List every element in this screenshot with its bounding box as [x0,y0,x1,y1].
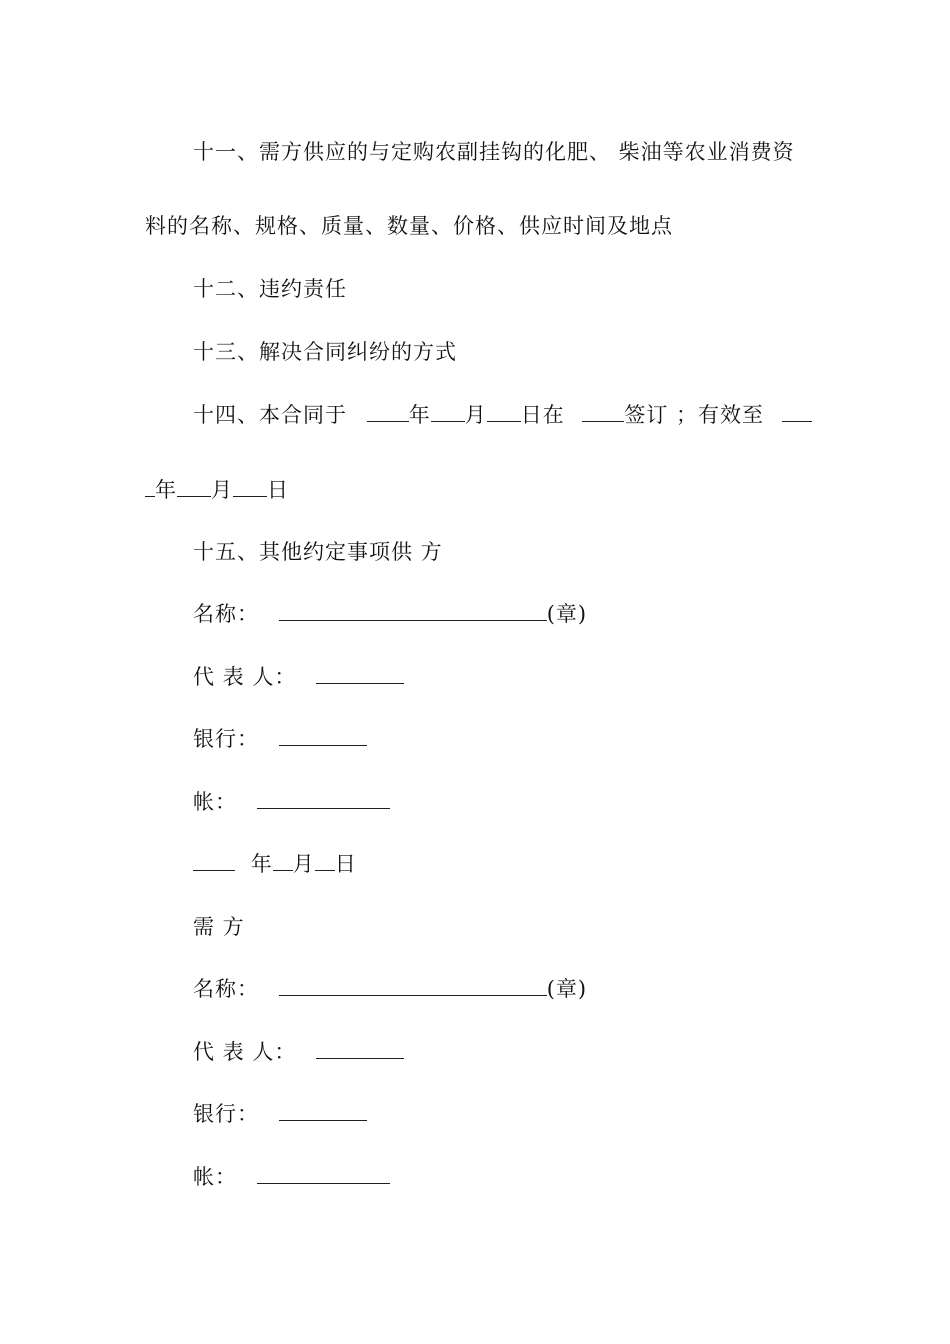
supplier-account-blank[interactable] [257,788,390,809]
supplier-month-blank[interactable] [273,850,293,871]
supplier-rep-blank[interactable] [316,663,404,684]
supplier-day-label: 日 [334,852,357,876]
signed-label: 签订 ；有效至 [624,403,765,427]
buyer-seal: (章) [546,977,588,1001]
supplier-name-blank[interactable] [279,600,547,621]
item-14-line-1 [193,401,812,429]
day-blank[interactable] [487,401,521,422]
item-13: 十三、解决合同纠纷的方式 [193,340,457,364]
buyer-bank-blank[interactable] [279,1100,367,1121]
buyer-bank-label: 银行： [193,1102,259,1126]
buyer-name-blank[interactable] [279,975,547,996]
supplier-seal: (章) [546,602,588,626]
buyer-rep-label: 代 表 人： [193,1040,297,1064]
supplier-bank-blank[interactable] [279,725,367,746]
valid-day-blank[interactable] [233,476,267,497]
buyer-account-blank[interactable] [257,1163,390,1184]
buyer-account-label: 帐： [193,1165,237,1189]
supplier-rep-row [193,663,404,691]
buyer-bank-row [193,1100,367,1128]
valid-day-label: 日 [267,478,289,502]
supplier-account-row [193,788,390,816]
supplier-year-label: 年 [250,852,273,876]
day-at-label: 日在 [520,403,565,427]
place-blank[interactable] [582,401,624,422]
supplier-name-label: 名称： [193,602,259,626]
buyer-title: 需 方 [193,915,245,939]
month-label: 月 [464,403,487,427]
buyer-name-row [193,975,587,1003]
buyer-rep-row [193,1038,404,1066]
item-11-line-1: 十一、需方供应的与定购农副挂钩的化肥、 柴油等农业消费资 [193,140,795,164]
item-12: 十二、违约责任 [193,277,347,301]
supplier-year-blank[interactable] [193,850,235,871]
item-15: 十五、其他约定事项供 方 [193,540,443,564]
valid-year-blank-part2[interactable] [145,476,155,497]
year-blank[interactable] [367,401,409,422]
valid-year-blank-part1[interactable] [782,401,812,422]
buyer-name-label: 名称： [193,977,259,1001]
supplier-bank-label: 银行： [193,727,259,751]
supplier-account-label: 帐： [193,790,237,814]
valid-month-blank[interactable] [177,476,211,497]
supplier-day-blank[interactable] [315,850,335,871]
supplier-date-row [193,850,357,878]
supplier-name-row [193,600,587,628]
item-11-line-2: 料的名称、规格、质量、数量、价格、供应时间及地点 [145,214,673,238]
buyer-rep-blank[interactable] [316,1038,404,1059]
month-blank[interactable] [431,401,465,422]
supplier-month-label: 月 [292,852,315,876]
year-label: 年 [408,403,431,427]
buyer-account-row [193,1163,390,1191]
valid-year-label: 年 [155,478,177,502]
supplier-bank-row [193,725,367,753]
item-14-prefix: 十四、本合同于 [193,403,347,427]
item-14-line-2 [145,476,289,504]
supplier-rep-label: 代 表 人： [193,665,297,689]
valid-month-label: 月 [211,478,233,502]
